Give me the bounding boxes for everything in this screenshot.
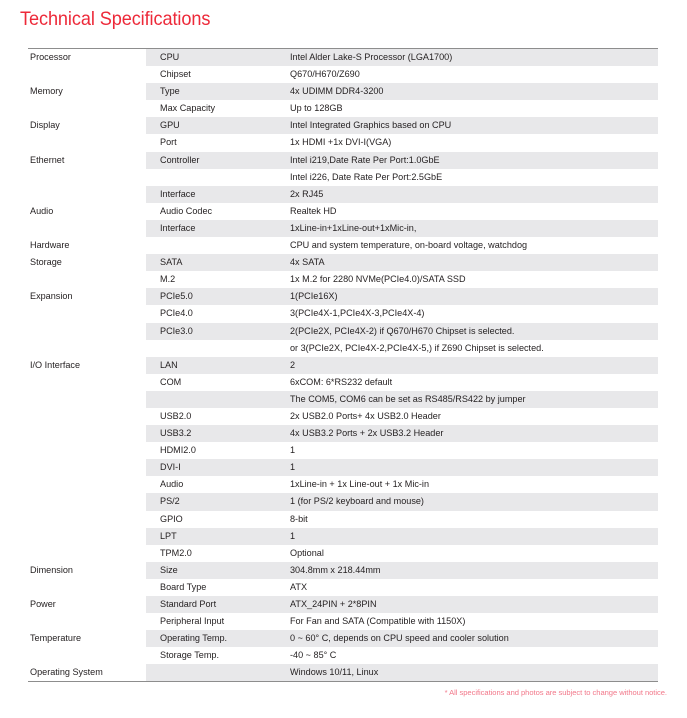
cell-value: 1 <box>278 459 658 476</box>
table-row <box>28 49 658 66</box>
cell-category <box>28 613 146 630</box>
table-row <box>28 100 658 117</box>
cell-category <box>28 391 146 408</box>
cell-value: 6xCOM: 6*RS232 default <box>278 374 658 391</box>
table-row <box>28 254 658 271</box>
cell-value: Intel i219,Date Rate Per Port:1.0GbE <box>278 152 658 169</box>
cell-category: Processor <box>28 49 146 66</box>
cell-category <box>28 408 146 425</box>
table-row <box>28 374 658 391</box>
table-row <box>28 203 658 220</box>
cell-value: -40 ~ 85° C <box>278 647 658 664</box>
cell-subcategory: TPM2.0 <box>146 545 278 562</box>
table-row <box>28 528 658 545</box>
cell-subcategory: GPU <box>146 117 278 134</box>
cell-subcategory: Standard Port <box>146 596 278 613</box>
table-row <box>28 562 658 579</box>
cell-subcategory: Size <box>146 562 278 579</box>
table-row <box>28 305 658 322</box>
cell-subcategory: LAN <box>146 357 278 374</box>
cell-category: Power <box>28 596 146 613</box>
technical-specifications-table <box>28 49 658 681</box>
table-row <box>28 613 658 630</box>
cell-value: 1xLine-in + 1x Line-out + 1x Mic-in <box>278 476 658 493</box>
cell-value: 8-bit <box>278 511 658 528</box>
table-row <box>28 459 658 476</box>
table-row <box>28 220 658 237</box>
cell-subcategory: GPIO <box>146 511 278 528</box>
table-row <box>28 186 658 203</box>
cell-category <box>28 66 146 83</box>
cell-category: Audio <box>28 203 146 220</box>
cell-value: 2x RJ45 <box>278 186 658 203</box>
cell-subcategory <box>146 391 278 408</box>
table-row <box>28 545 658 562</box>
cell-subcategory: USB2.0 <box>146 408 278 425</box>
cell-value: Q670/H670/Z690 <box>278 66 658 83</box>
cell-category <box>28 186 146 203</box>
cell-category: Ethernet <box>28 152 146 169</box>
cell-value: CPU and system temperature, on-board voltage, watchdog <box>278 237 658 254</box>
cell-value: Realtek HD <box>278 203 658 220</box>
disclaimer-footnote: * All specifications and photos are subject to change without notice. <box>444 688 667 697</box>
cell-value: Windows 10/11, Linux <box>278 664 658 681</box>
table-row <box>28 425 658 442</box>
cell-subcategory: LPT <box>146 528 278 545</box>
cell-category <box>28 545 146 562</box>
cell-category <box>28 528 146 545</box>
cell-category <box>28 271 146 288</box>
cell-subcategory: Board Type <box>146 579 278 596</box>
cell-value: 304.8mm x 218.44mm <box>278 562 658 579</box>
cell-category <box>28 340 146 357</box>
cell-subcategory: Audio Codec <box>146 203 278 220</box>
table-row <box>28 323 658 340</box>
cell-category: Temperature <box>28 630 146 647</box>
table-row <box>28 237 658 254</box>
cell-subcategory: CPU <box>146 49 278 66</box>
cell-value: The COM5, COM6 can be set as RS485/RS422 by jumper <box>278 391 658 408</box>
cell-category: I/O Interface <box>28 357 146 374</box>
cell-value: For Fan and SATA (Compatible with 1150X) <box>278 613 658 630</box>
cell-subcategory: Controller <box>146 152 278 169</box>
cell-value: 1 (for PS/2 keyboard and mouse) <box>278 493 658 510</box>
cell-value: 1x HDMI +1x DVI-I(VGA) <box>278 134 658 151</box>
cell-value: Intel i226, Date Rate Per Port:2.5GbE <box>278 169 658 186</box>
cell-category: Storage <box>28 254 146 271</box>
cell-subcategory: PCIe3.0 <box>146 323 278 340</box>
cell-subcategory: Max Capacity <box>146 100 278 117</box>
cell-category: Dimension <box>28 562 146 579</box>
cell-value: 1 <box>278 528 658 545</box>
table-row <box>28 152 658 169</box>
cell-category <box>28 374 146 391</box>
cell-category <box>28 579 146 596</box>
cell-subcategory: DVI-I <box>146 459 278 476</box>
cell-subcategory: Chipset <box>146 66 278 83</box>
cell-category: Hardware <box>28 237 146 254</box>
table-row <box>28 391 658 408</box>
table-row <box>28 442 658 459</box>
cell-category <box>28 134 146 151</box>
cell-category <box>28 442 146 459</box>
cell-category <box>28 476 146 493</box>
cell-subcategory: Operating Temp. <box>146 630 278 647</box>
table-row <box>28 357 658 374</box>
cell-value: Optional <box>278 545 658 562</box>
cell-subcategory: HDMI2.0 <box>146 442 278 459</box>
cell-category: Operating System <box>28 664 146 681</box>
cell-subcategory: SATA <box>146 254 278 271</box>
cell-category: Memory <box>28 83 146 100</box>
cell-subcategory: Type <box>146 83 278 100</box>
table-row <box>28 408 658 425</box>
cell-value: 0 ~ 60° C, depends on CPU speed and cooler solution <box>278 630 658 647</box>
table-row <box>28 83 658 100</box>
table-row <box>28 664 658 681</box>
cell-subcategory: PCIe5.0 <box>146 288 278 305</box>
cell-value: 1xLine-in+1xLine-out+1xMic-in, <box>278 220 658 237</box>
cell-value: 1(PCIe16X) <box>278 288 658 305</box>
cell-value: 2 <box>278 357 658 374</box>
cell-subcategory: Interface <box>146 186 278 203</box>
cell-subcategory: M.2 <box>146 271 278 288</box>
table-row <box>28 579 658 596</box>
cell-subcategory: Interface <box>146 220 278 237</box>
cell-value: 4x USB3.2 Ports + 2x USB3.2 Header <box>278 425 658 442</box>
cell-subcategory: Peripheral Input <box>146 613 278 630</box>
cell-subcategory <box>146 237 278 254</box>
table-row <box>28 630 658 647</box>
cell-category <box>28 647 146 664</box>
cell-value: 2x USB2.0 Ports+ 4x USB2.0 Header <box>278 408 658 425</box>
cell-category <box>28 511 146 528</box>
table-row <box>28 476 658 493</box>
cell-subcategory <box>146 340 278 357</box>
cell-subcategory <box>146 169 278 186</box>
table-row <box>28 647 658 664</box>
cell-category <box>28 220 146 237</box>
table-row <box>28 511 658 528</box>
cell-category: Expansion <box>28 288 146 305</box>
cell-category: Display <box>28 117 146 134</box>
cell-value: Intel Integrated Graphics based on CPU <box>278 117 658 134</box>
table-bottom-rule <box>28 681 658 682</box>
cell-category <box>28 323 146 340</box>
table-row <box>28 271 658 288</box>
cell-subcategory: Port <box>146 134 278 151</box>
cell-subcategory: USB3.2 <box>146 425 278 442</box>
cell-subcategory: PCIe4.0 <box>146 305 278 322</box>
page-title: Technical Specifications <box>20 8 211 30</box>
cell-value: ATX <box>278 579 658 596</box>
cell-value: Up to 128GB <box>278 100 658 117</box>
cell-subcategory: Audio <box>146 476 278 493</box>
cell-category <box>28 305 146 322</box>
table-row <box>28 340 658 357</box>
cell-category <box>28 169 146 186</box>
cell-value: ATX_24PIN + 2*8PIN <box>278 596 658 613</box>
cell-category <box>28 100 146 117</box>
cell-value: 1 <box>278 442 658 459</box>
cell-value: 1x M.2 for 2280 NVMe(PCIe4.0)/SATA SSD <box>278 271 658 288</box>
cell-value: 4x SATA <box>278 254 658 271</box>
cell-subcategory: Storage Temp. <box>146 647 278 664</box>
cell-category <box>28 493 146 510</box>
table-row <box>28 596 658 613</box>
cell-subcategory: PS/2 <box>146 493 278 510</box>
table-row <box>28 66 658 83</box>
table-row <box>28 134 658 151</box>
cell-value: Intel Alder Lake-S Processor (LGA1700) <box>278 49 658 66</box>
table-row <box>28 493 658 510</box>
cell-value: 4x UDIMM DDR4-3200 <box>278 83 658 100</box>
table-body <box>28 49 658 681</box>
cell-subcategory: COM <box>146 374 278 391</box>
cell-value: 3(PCIe4X-1,PCIe4X-3,PCIe4X-4) <box>278 305 658 322</box>
table-row <box>28 169 658 186</box>
cell-subcategory <box>146 664 278 681</box>
table-row <box>28 288 658 305</box>
cell-value: or 3(PCIe2X, PCIe4X-2,PCIe4X-5,) if Z690 Chipset is selected. <box>278 340 658 357</box>
table-row <box>28 117 658 134</box>
cell-value: 2(PCIe2X, PCIe4X-2) if Q670/H670 Chipset is selected. <box>278 323 658 340</box>
cell-category <box>28 459 146 476</box>
cell-category <box>28 425 146 442</box>
